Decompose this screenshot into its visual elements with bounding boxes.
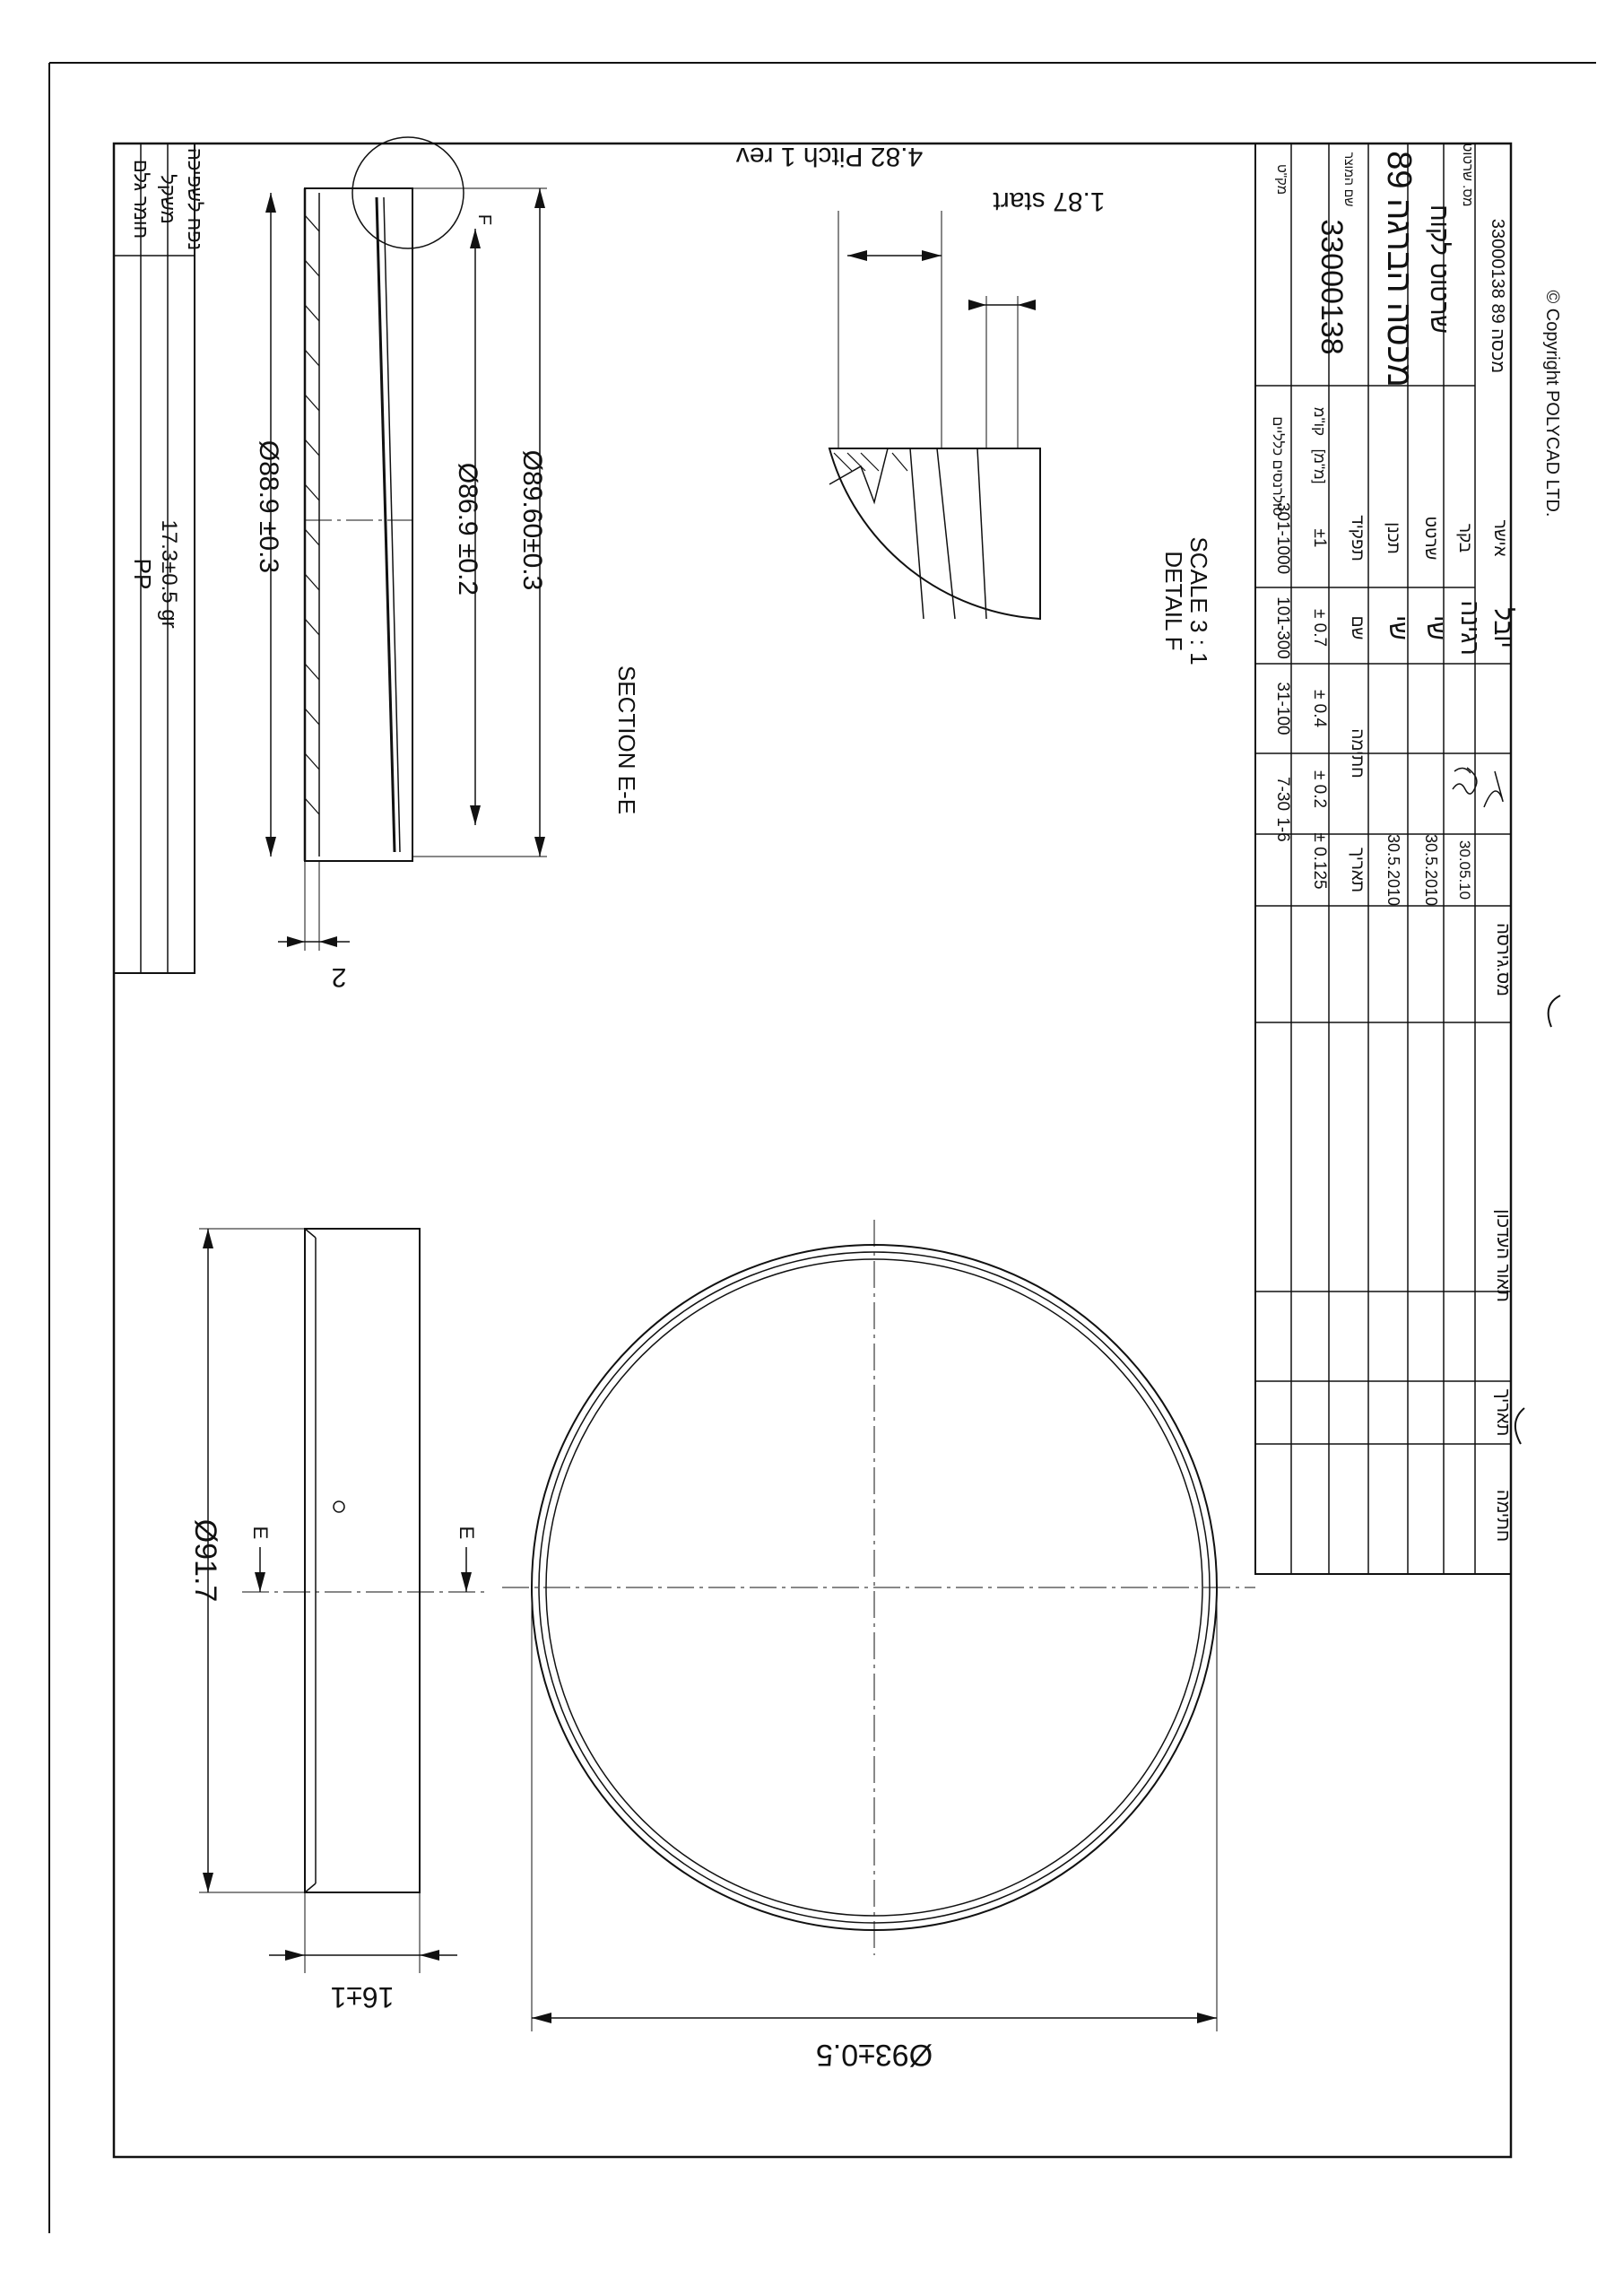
side-view [242,1229,484,1892]
volume-label: נפח לשפיכה [184,147,206,251]
svg-text:שי: שי [1384,615,1412,640]
material-value: PP [129,558,156,590]
dim-d86-9-text: Ø86.9 ±0.2 [453,462,482,596]
detail-f-marker: F [474,213,494,226]
product-name: מכסה הברגה 89 [1380,151,1418,387]
dim-d86-9 [453,229,482,825]
punch-hole-mark-2 [1515,1408,1524,1444]
material-table [114,144,206,973]
handwritten-signature [1453,768,1477,794]
drawing-no-label: מס. שרטוט [1460,143,1475,207]
detail-f-title: DETAIL F [1160,551,1187,651]
dim-d89-60-text: Ø89.60±0.3 [517,449,547,591]
svg-text:± 0.125: ± 0.125 [1310,832,1329,890]
drawing-border [114,144,1511,2157]
svg-text:יובל: יובל [1489,607,1517,648]
svg-text:שרטט: שרטט [1421,516,1440,561]
dim-d91-7-text: Ø91.7 [188,1518,222,1603]
tolerances-title: טולרנסים כלליים [1270,416,1285,517]
svg-text:בקר: בקר [1455,523,1474,553]
svg-text:± 0.4: ± 0.4 [1310,689,1329,728]
weight-value: 17.3±0.5 gr [157,519,181,629]
tolerances-unit: [מ"מ] [1311,448,1328,484]
svg-text:שם: שם [1348,615,1367,640]
cut-e-top-text: E [249,1526,272,1540]
dim-start [968,187,1106,310]
svg-text:חתימה: חתימה [1348,728,1367,778]
svg-text:31-100: 31-100 [1273,682,1292,735]
material-label: חומר גלם [130,159,152,239]
svg-text:1-6: 1-6 [1273,817,1292,842]
revision-desc-label: תאור העדכון [1493,1209,1513,1302]
svg-text:± 0.2: ± 0.2 [1310,770,1329,809]
revision-sign-label: חתימה [1493,1489,1513,1543]
top-view-circle [502,1220,1255,1955]
dim-d88-9 [254,193,283,857]
punch-hole-mark-1 [1549,996,1560,1027]
dim-start-text: 1.87 start [993,187,1106,216]
svg-text:30.5.2010: 30.5.2010 [1384,833,1402,907]
drawing-type: שרטוט לקוח [1426,204,1454,334]
product-name-label: שם המוצר [1342,152,1357,207]
cut-e-bottom-text: E [456,1526,478,1540]
sign-table-headers [1348,515,1367,892]
svg-text:רגינה: רגינה [1456,600,1484,656]
sign-row-3 [1453,524,1484,900]
revision-version-label: מס.גירסה [1493,923,1513,996]
detail-f-view [829,211,1040,619]
dim-d88-9-text: Ø88.9 ±0.3 [254,439,283,574]
svg-text:101-300: 101-300 [1273,596,1292,659]
tolerance-values [1310,529,1329,890]
svg-text:תפקיד: תפקיד [1348,515,1367,561]
dim-d93-text: Ø93±0.5 [815,2038,933,2072]
cut-marker-bottom [456,1526,478,1592]
svg-text:301-1000: 301-1000 [1273,501,1292,575]
svg-text:±1: ±1 [1310,528,1329,548]
sign-row-2 [1421,517,1450,906]
svg-text:תכנן: תכנן [1384,522,1402,554]
part-number: 33000138 [1315,219,1349,355]
section-e-e-label: SECTION E-E [613,665,640,815]
svg-text:± 0.7: ± 0.7 [1310,608,1329,648]
svg-text:שי: שי [1422,615,1450,640]
tolerance-ranges [1273,502,1292,842]
svg-text:30.05.10: 30.05.10 [1456,839,1473,900]
svg-text:תאריך: תאריך [1348,848,1367,892]
weight-label: משקל [157,174,179,224]
dim-wall-2-text: 2 [331,962,347,992]
svg-text:אישר: אישר [1490,519,1509,557]
dim-height-16 [269,1892,457,2013]
part-no-label: קו"מ [1311,406,1328,437]
catalog-label: מק"ט [1274,163,1289,196]
cut-marker-top [249,1526,272,1592]
dim-d91-7 [188,1229,305,1892]
dim-wall-2 [278,861,350,992]
handwritten-signature-2 [1484,771,1503,807]
detail-f-scale: SCALE 3 : 1 [1185,536,1212,665]
copyright-text: © Copyright POLYCAD LTD. [1542,290,1562,517]
detail-f-circle [352,137,464,248]
svg-text:7-30: 7-30 [1273,776,1292,812]
revision-date-label: תאריך [1493,1388,1513,1437]
svg-text:30.5.2010: 30.5.2010 [1422,833,1440,907]
dim-height-16-text: 16±1 [330,1981,395,2013]
drawing-number: 33000138 89 מכסה [1488,218,1507,374]
dim-pitch-text: 4.82 Pitch 1 rev [735,142,924,171]
